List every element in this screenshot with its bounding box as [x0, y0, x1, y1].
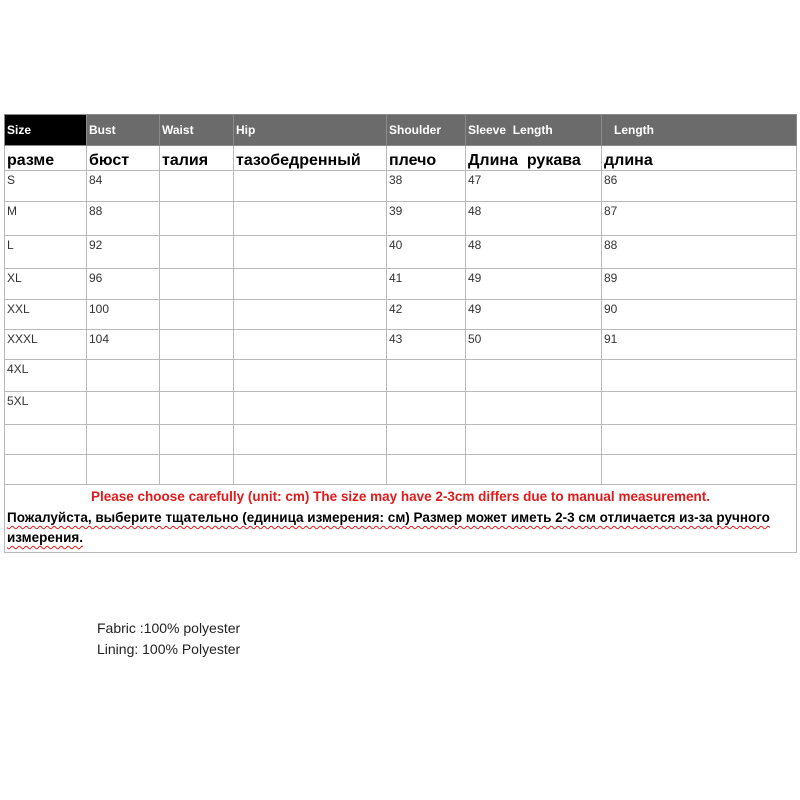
fabric-info: [97, 618, 240, 660]
header-length: Length: [602, 115, 797, 146]
cell-sleeve-length: [466, 360, 602, 392]
russian-header-row: [5, 146, 797, 171]
header-ru-waist: талия: [160, 146, 234, 171]
cell-shoulder: 39: [387, 202, 466, 236]
cell-sleeve-length: 50: [466, 330, 602, 360]
header-ru-length: длина: [602, 146, 797, 171]
cell-waist: [160, 269, 234, 300]
header-hip: Hip: [234, 115, 387, 146]
header-ru-hip: тазобедренный: [234, 146, 387, 171]
cell-bust: [87, 455, 160, 485]
size-chart-table: [4, 114, 797, 553]
cell-hip: [234, 171, 387, 202]
table-row: [5, 392, 797, 425]
header-ru-sleeve-length: Длина рукава: [466, 146, 602, 171]
table-row: [5, 455, 797, 485]
header-shoulder: Shoulder: [387, 115, 466, 146]
cell-sleeve-length: 48: [466, 236, 602, 269]
cell-waist: [160, 455, 234, 485]
cell-waist: [160, 392, 234, 425]
cell-size: XL: [5, 269, 87, 300]
cell-waist: [160, 202, 234, 236]
table-row: [5, 330, 797, 360]
cell-bust: 104: [87, 330, 160, 360]
cell-bust: [87, 392, 160, 425]
cell-length: [602, 425, 797, 455]
cell-bust: [87, 425, 160, 455]
cell-length: [602, 455, 797, 485]
cell-shoulder: [387, 392, 466, 425]
table-row: [5, 269, 797, 300]
cell-sleeve-length: [466, 455, 602, 485]
cell-hip: [234, 392, 387, 425]
cell-bust: 84: [87, 171, 160, 202]
cell-size: [5, 455, 87, 485]
cell-bust: 88: [87, 202, 160, 236]
cell-shoulder: 41: [387, 269, 466, 300]
cell-bust: 96: [87, 269, 160, 300]
english-header-row: [5, 115, 797, 146]
header-waist: Waist: [160, 115, 234, 146]
table-row: [5, 425, 797, 455]
cell-waist: [160, 425, 234, 455]
cell-bust: 100: [87, 300, 160, 330]
cell-shoulder: [387, 425, 466, 455]
cell-size: XXL: [5, 300, 87, 330]
cell-length: 91: [602, 330, 797, 360]
cell-sleeve-length: 48: [466, 202, 602, 236]
cell-hip: [234, 269, 387, 300]
table-row: [5, 171, 797, 202]
table-row: [5, 300, 797, 330]
table-row: [5, 360, 797, 392]
cell-sleeve-length: 47: [466, 171, 602, 202]
cell-size: L: [5, 236, 87, 269]
cell-sleeve-length: [466, 425, 602, 455]
cell-waist: [160, 171, 234, 202]
cell-length: 90: [602, 300, 797, 330]
note-russian: Пожалуйста, выберите тщательно (единица измерения: см) Размер может иметь 2-3 см отличается из-за ручного измерения.: [7, 510, 770, 545]
cell-waist: [160, 360, 234, 392]
cell-length: 86: [602, 171, 797, 202]
cell-sleeve-length: 49: [466, 269, 602, 300]
cell-hip: [234, 455, 387, 485]
cell-hip: [234, 360, 387, 392]
cell-size: XXXL: [5, 330, 87, 360]
cell-shoulder: [387, 455, 466, 485]
cell-size: [5, 425, 87, 455]
cell-bust: [87, 360, 160, 392]
cell-sleeve-length: [466, 392, 602, 425]
cell-shoulder: [387, 360, 466, 392]
cell-length: 88: [602, 236, 797, 269]
note-english: Please choose carefully (unit: cm) The size may have 2-3cm differs due to manual measurement.: [91, 489, 710, 504]
table-row: [5, 202, 797, 236]
cell-hip: [234, 425, 387, 455]
cell-bust: 92: [87, 236, 160, 269]
cell-size: 5XL: [5, 392, 87, 425]
cell-size: S: [5, 171, 87, 202]
cell-shoulder: 38: [387, 171, 466, 202]
table-row: [5, 236, 797, 269]
cell-length: 87: [602, 202, 797, 236]
cell-waist: [160, 330, 234, 360]
header-size: Size: [5, 115, 87, 146]
header-sleeve-length: Sleeve Length: [466, 115, 602, 146]
cell-waist: [160, 300, 234, 330]
header-bust: Bust: [87, 115, 160, 146]
note-cell: [5, 485, 797, 553]
cell-hip: [234, 300, 387, 330]
note-row: [5, 485, 797, 553]
cell-hip: [234, 330, 387, 360]
fabric-line: Fabric :100% polyester: [97, 620, 241, 636]
cell-size: 4XL: [5, 360, 87, 392]
lining-line: Lining: 100% Polyester: [97, 641, 241, 657]
header-ru-size: разме: [5, 146, 87, 171]
cell-length: [602, 360, 797, 392]
cell-sleeve-length: 49: [466, 300, 602, 330]
cell-length: [602, 392, 797, 425]
header-ru-shoulder: плечо: [387, 146, 466, 171]
cell-shoulder: 43: [387, 330, 466, 360]
cell-shoulder: 40: [387, 236, 466, 269]
cell-waist: [160, 236, 234, 269]
header-ru-bust: бюст: [87, 146, 160, 171]
cell-hip: [234, 236, 387, 269]
cell-length: 89: [602, 269, 797, 300]
cell-size: M: [5, 202, 87, 236]
cell-shoulder: 42: [387, 300, 466, 330]
cell-hip: [234, 202, 387, 236]
